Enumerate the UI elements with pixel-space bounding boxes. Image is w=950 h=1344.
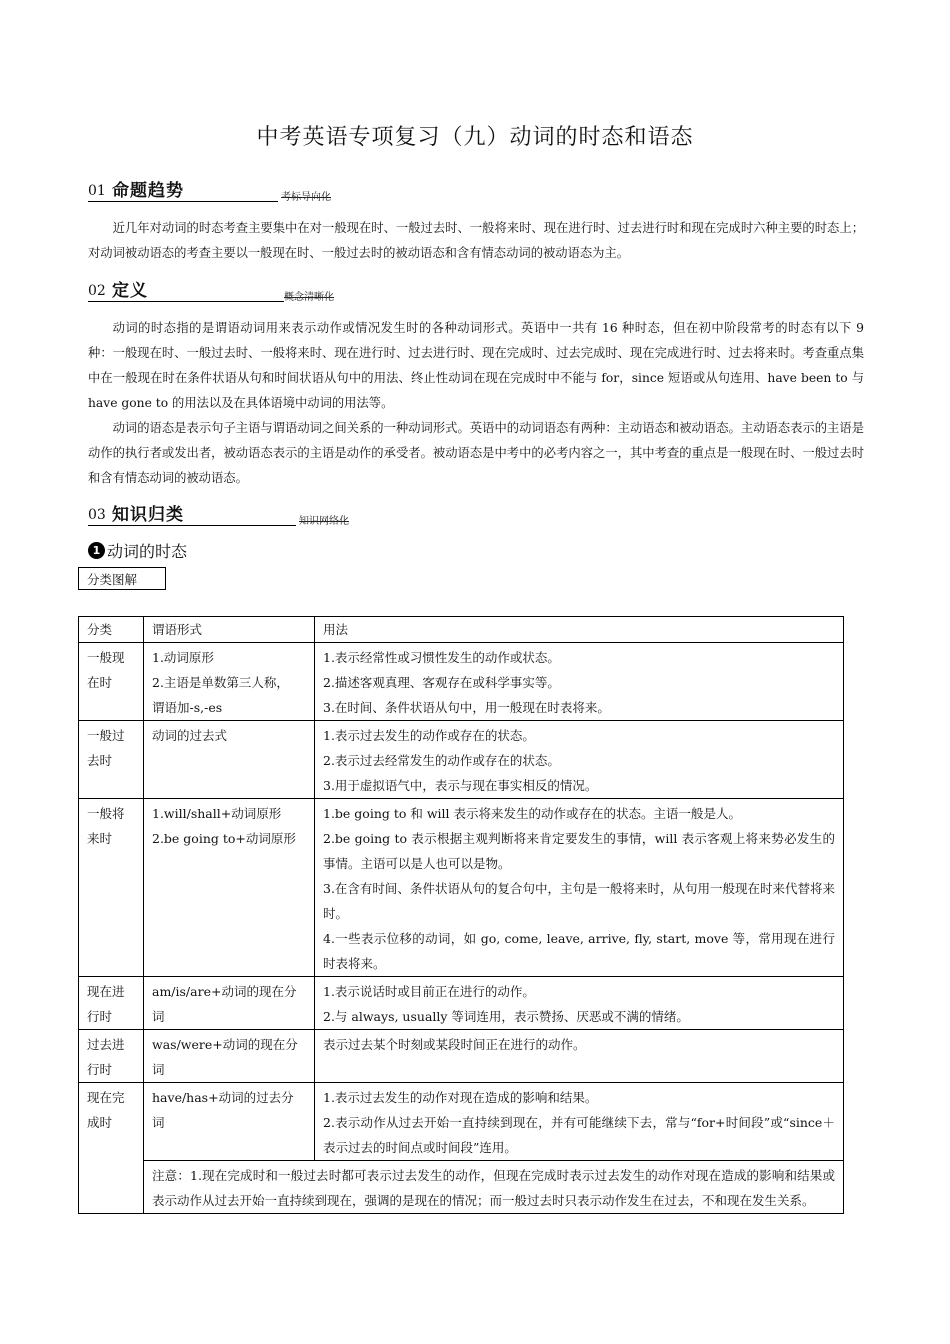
cell-line: 在时 [87, 675, 113, 690]
cell-line: 一般现 [87, 650, 125, 665]
cell-line: 1.表示说话时或目前正在进行的动作。 [323, 984, 535, 999]
cell-line: 1.表示经常性或习惯性发生的动作或状态。 [323, 650, 560, 665]
cell-line: 2.主语是单数第三人称， [152, 675, 289, 690]
cell-category [79, 799, 144, 977]
cell-usage [315, 1083, 844, 1161]
cell-form [144, 977, 315, 1030]
header-usage: 用法 [315, 617, 844, 643]
cell-line: 来时 [87, 831, 113, 846]
cell-line: 3.在时间、条件状语从句中，用一般现在时表将来。 [323, 700, 610, 715]
section-tag: 概念清晰化 [284, 292, 334, 303]
cell-line: 3.用于虚拟语气中，表示与现在事实相反的情况。 [323, 778, 598, 793]
cell-line: 一般将 [87, 806, 125, 821]
section-number: 02 [88, 283, 106, 299]
section-label: 定义 [112, 281, 148, 301]
cell-line: 行时 [87, 1062, 113, 1077]
cell-line: 2.表示动作从过去开始一直持续到现在，并有可能继续下去，常与“for+时间段”或“since＋表示过去的时间点或时间段”连用。 [323, 1115, 835, 1155]
subsection-title-text: 动词的时态 [107, 542, 188, 561]
cell-form [144, 799, 315, 977]
cell-usage [315, 799, 844, 977]
cell-line: 现在完 [87, 1090, 125, 1105]
cell-usage [315, 1030, 844, 1083]
cell-line: was/were+动词的现在分 [152, 1037, 298, 1052]
table-row [79, 643, 844, 721]
table-note-row [79, 1161, 844, 1214]
table-row [79, 977, 844, 1030]
cell-line: 4.一些表示位移的动词，如 go, come, leave, arrive, fly, start, move 等，常用现在进行时表将来。 [323, 931, 835, 971]
cell-line: 表示过去某个时刻或某段时间正在进行的动作。 [323, 1037, 586, 1052]
cell-line: 1.表示过去发生的动作对现在造成的影响和结果。 [323, 1090, 598, 1105]
cell-line: 谓语加-s,-es [152, 700, 223, 715]
cell-form [144, 721, 315, 799]
cell-line: 词 [152, 1009, 165, 1024]
cell-line: 一般过 [87, 728, 125, 743]
section-heading-trend [88, 178, 368, 202]
cell-line: am/is/are+动词的现在分 [152, 984, 297, 999]
cell-line: 现在进 [87, 984, 125, 999]
definition-paragraph-voice: 动词的语态是表示句子主语与谓语动词之间关系的一种动词形式。英语中的动词语态有两种：主动语态和被动语态。主动语态表示的主语是动作的执行者或发出者，被动语态表示的主语是动作的承受者。被动语态是中考中的必考内容之一，其中考查的重点是一般现在时、一般过去时和含有情态动词的被动语态。 [88, 421, 864, 485]
cell-usage [315, 721, 844, 799]
section-tag: 知识网络化 [299, 516, 349, 527]
cell-line: 3.在含有时间、条件状语从句的复合句中，主句是一般将来时，从句用一般现在时来代替将来时。 [323, 881, 835, 921]
cell-line: 1.will/shall+动词原形 [152, 806, 282, 821]
cell-line: 2.be going to 表示根据主观判断将来肯定要发生的事情，will 表示客观上将来势必发生的事情。主语可以是人也可以是物。 [323, 831, 835, 871]
cell-line: 去时 [87, 753, 113, 768]
cell-form [144, 643, 315, 721]
section-underline [88, 525, 296, 526]
section-number: 01 [88, 183, 106, 199]
cell-category [79, 1030, 144, 1083]
section-heading-definition [88, 278, 368, 302]
section-label: 命题趋势 [112, 181, 184, 201]
cell-form [144, 1030, 315, 1083]
cell-line: 2.表示过去经常发生的动作或存在的状态。 [323, 753, 560, 768]
cell-category [79, 1083, 144, 1214]
cell-line: 词 [152, 1062, 165, 1077]
cell-usage [315, 977, 844, 1030]
header-form: 谓语形式 [144, 617, 315, 643]
table-row [79, 1030, 844, 1083]
section-label: 知识归类 [112, 505, 184, 525]
definition-paragraph-tense: 动词的时态指的是谓语动词用来表示动作或情况发生时的各种动词形式。英语中一共有 16 种时态，但在初中阶段常考的时态有以下 9 种：一般现在时、一般过去时、一般将来时、现在进行时、过去进行时、现在完成时、过去完成时、现在完成进行时、过去将来时。考查重点集中在一般现在时在条件状语从句和时间状语从句中的用法、终止性动词在现在完成时中不能与 for，since 短语或从句连用、have been to 与 have gone to 的用法以及在具体语境中动词的用法等。 [88, 321, 864, 410]
table-row [79, 799, 844, 977]
section-underline [88, 301, 284, 302]
table-row [79, 721, 844, 799]
cell-line: 成时 [87, 1115, 113, 1130]
cell-category [79, 977, 144, 1030]
section-number: 03 [88, 507, 106, 523]
number-circle-icon: 1 [88, 542, 105, 559]
cell-line: 2.描述客观真理、客观存在或科学事实等。 [323, 675, 560, 690]
tense-table [78, 616, 844, 1214]
header-category: 分类 [79, 617, 144, 643]
cell-line: 1.动词原形 [152, 650, 214, 665]
section-underline [88, 201, 278, 202]
diagram-box-label: 分类图解 [78, 567, 166, 590]
cell-line: 1.表示过去发生的动作或存在的状态。 [323, 728, 535, 743]
cell-line: have/has+动词的过去分 [152, 1090, 294, 1105]
trend-paragraph: 近几年对动词的时态考查主要集中在对一般现在时、一般过去时、一般将来时、现在进行时、过去进行时和现在完成时六种主要的时态上；对动词被动语态的考查主要以一般现在时、一般过去时的被动语态和含有情态动词的被动语态为主。 [88, 221, 864, 260]
section-heading-knowledge [88, 502, 368, 526]
subsection-title [88, 539, 187, 562]
cell-line: 2.与 always, usually 等词连用，表示赞扬、厌恶或不满的情绪。 [323, 1009, 689, 1024]
table-row [79, 1083, 844, 1161]
page-title: 中考英语专项复习（九）动词的时态和语态 [256, 125, 694, 150]
cell-line: 词 [152, 1115, 165, 1130]
cell-form [144, 1083, 315, 1161]
cell-line: 2.be going to+动词原形 [152, 831, 296, 846]
cell-line: 1.be going to 和 will 表示将来发生的动作或存在的状态。主语一般是人。 [323, 806, 742, 821]
cell-note: 注意：1.现在完成时和一般过去时都可表示过去发生的动作，但现在完成时表示过去发生的动作对现在造成的影响和结果或表示动作从过去开始一直持续到现在，强调的是现在的情况；而一般过去时只表示动作发生在过去，不和现在发生关系。 [144, 1161, 844, 1214]
cell-category [79, 643, 144, 721]
section-tag: 考标导向化 [281, 192, 331, 203]
table-header-row [79, 617, 844, 643]
cell-line: 行时 [87, 1009, 113, 1024]
cell-usage [315, 643, 844, 721]
cell-category [79, 721, 144, 799]
cell-line: 过去进 [87, 1037, 125, 1052]
cell-line: 动词的过去式 [152, 728, 228, 743]
